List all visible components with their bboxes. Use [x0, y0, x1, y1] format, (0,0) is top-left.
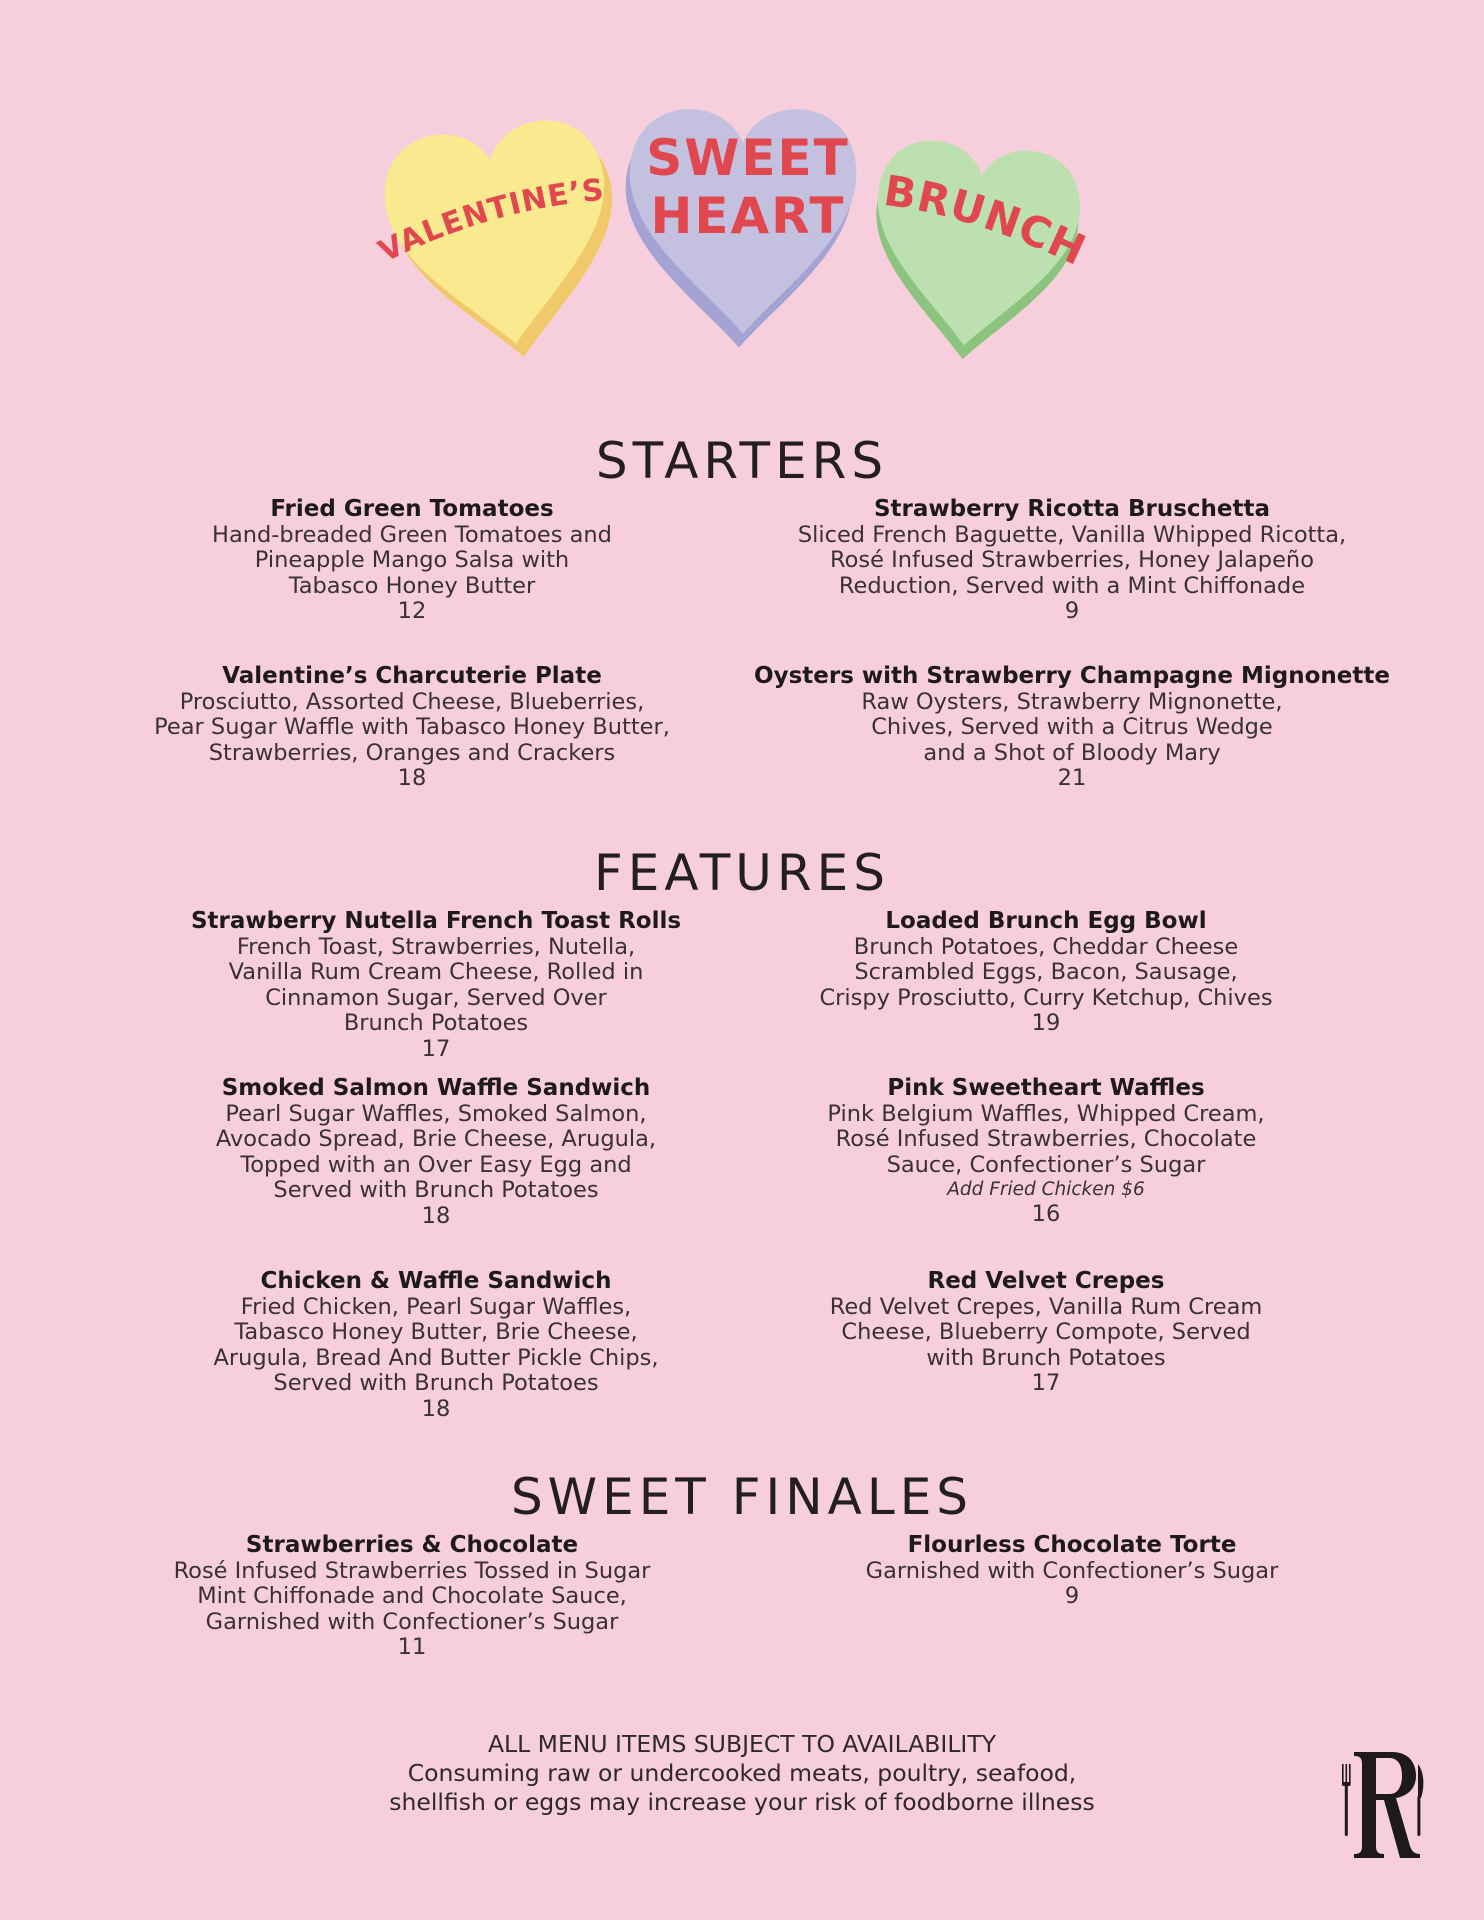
item-description: French Toast, Strawberries, Nutella, Vanilla Rum Cream Cheese, Rolled in Cinnamon Sugar, Served Over Brunch Potatoes [228, 933, 644, 1036]
item-name: Strawberries & Chocolate [245, 1532, 579, 1558]
item-price: 18 [421, 1395, 451, 1422]
menu-item [752, 1533, 1392, 1610]
item-description: Fried Chicken, Pearl Sugar Waffles, Tabasco Honey Butter, Brie Cheese, Arugula, Bread And Butter Pickle Chips, Served with Brunch Potatoes [213, 1293, 659, 1396]
menu-item [116, 1076, 756, 1229]
item-description: Pink Belgium Waffles, Whipped Cream, Rosé Infused Strawberries, Chocolate Sauce, Confectioner’s Sugar [827, 1100, 1265, 1178]
sweet-heart-text-line1: SWEET [646, 129, 850, 187]
item-name: Smoked Salmon Waffle Sandwich [221, 1075, 651, 1101]
item-description: Brunch Potatoes, Cheddar Cheese Scrambled Eggs, Bacon, Sausage, Crispy Prosciutto, Curry Ketchup, Chives [819, 933, 1273, 1011]
item-price: 17 [1031, 1370, 1061, 1396]
item-price: 19 [1031, 1010, 1061, 1036]
item-price: 16 [1031, 1201, 1061, 1227]
item-name: Pink Sweetheart Waffles [887, 1075, 1205, 1101]
item-name: Loaded Brunch Egg Bowl [885, 908, 1207, 934]
restaurant-r-fork-knife-logo-icon [1334, 1746, 1430, 1866]
item-price: 12 [397, 598, 427, 624]
item-description: Raw Oysters, Strawberry Mignonette, Chives, Served with a Citrus Wedge and a Shot of Bloody Mary [861, 688, 1283, 766]
item-name: Valentine’s Charcuterie Plate [222, 663, 602, 689]
item-description: Sliced French Baguette, Vanilla Whipped Ricotta, Rosé Infused Strawberries, Honey Jalapeño Reduction, Served with a Mint Chiffonade [797, 521, 1347, 599]
section-title-features: FEATURES [594, 844, 890, 902]
brunch-heart-text: BRUNCH [880, 165, 1094, 276]
item-description: Rosé Infused Strawberries Tossed in Sugar Mint Chiffonade and Chocolate Sauce, Garnished with Confectioner’s Sugar [173, 1557, 651, 1635]
item-description: Hand-breaded Green Tomatoes and Pineapple Mango Salsa with Tabasco Honey Butter [212, 521, 612, 599]
item-description: Red Velvet Crepes, Vanilla Rum Cream Cheese, Blueberry Compote, Served with Brunch Potatoes [829, 1293, 1263, 1371]
section-title-starters: STARTERS [595, 432, 889, 490]
menu-item [726, 909, 1366, 1037]
food-safety-warning: Consuming raw or undercooked meats, poultry, seafood, shellfish or eggs may increase your risk of foodborne illness [389, 1759, 1095, 1816]
sweet-heart-text-line2: HEART [650, 187, 846, 245]
item-name: Oysters with Strawberry Champagne Mignonette [754, 663, 1390, 689]
item-price: 11 [397, 1634, 427, 1660]
item-price: 21 [1057, 765, 1087, 791]
item-name: Strawberry Ricotta Bruschetta [873, 496, 1271, 522]
item-add-on-note: Add Fried Chicken $6 [947, 1179, 1145, 1200]
menu-item [726, 1269, 1366, 1397]
menu-item [92, 497, 732, 625]
item-description: Pearl Sugar Waffles, Smoked Salmon, Avocado Spread, Brie Cheese, Arugula, Topped with an Over Easy Egg and Served with Brunch Potatoes [215, 1100, 657, 1203]
menu-item [116, 1269, 756, 1422]
item-price: 18 [421, 1202, 451, 1229]
menu-item [726, 1076, 1366, 1228]
item-name: Strawberry Nutella French Toast Rolls [190, 908, 682, 934]
availability-notice: ALL MENU ITEMS SUBJECT TO AVAILABILITY [487, 1730, 997, 1758]
item-price: 18 [397, 765, 427, 791]
menu-item [92, 1533, 732, 1661]
item-name: Chicken & Waffle Sandwich [260, 1268, 612, 1294]
menu-item [92, 664, 732, 792]
item-name: Flourless Chocolate Torte [907, 1532, 1237, 1558]
menu-item [752, 664, 1392, 792]
menu-item [116, 909, 756, 1062]
menu-footer [0, 1730, 1484, 1817]
item-price: 17 [421, 1035, 451, 1062]
menu-item [752, 497, 1392, 625]
candy-hearts-header [360, 70, 1120, 390]
section-title-sweet-finales: SWEET FINALES [510, 1468, 974, 1526]
item-description: Prosciutto, Assorted Cheese, Blueberries, Pear Sugar Waffle with Tabasco Honey Butter, Strawberries, Oranges and Crackers [154, 688, 670, 766]
item-description: Garnished with Confectioner’s Sugar [865, 1557, 1279, 1584]
item-price: 9 [1064, 598, 1080, 624]
item-price: 9 [1064, 1583, 1080, 1609]
item-name: Red Velvet Crepes [927, 1268, 1165, 1294]
valentines-heart-text: VALENTINE’S [373, 172, 607, 270]
item-name: Fried Green Tomatoes [270, 496, 554, 522]
